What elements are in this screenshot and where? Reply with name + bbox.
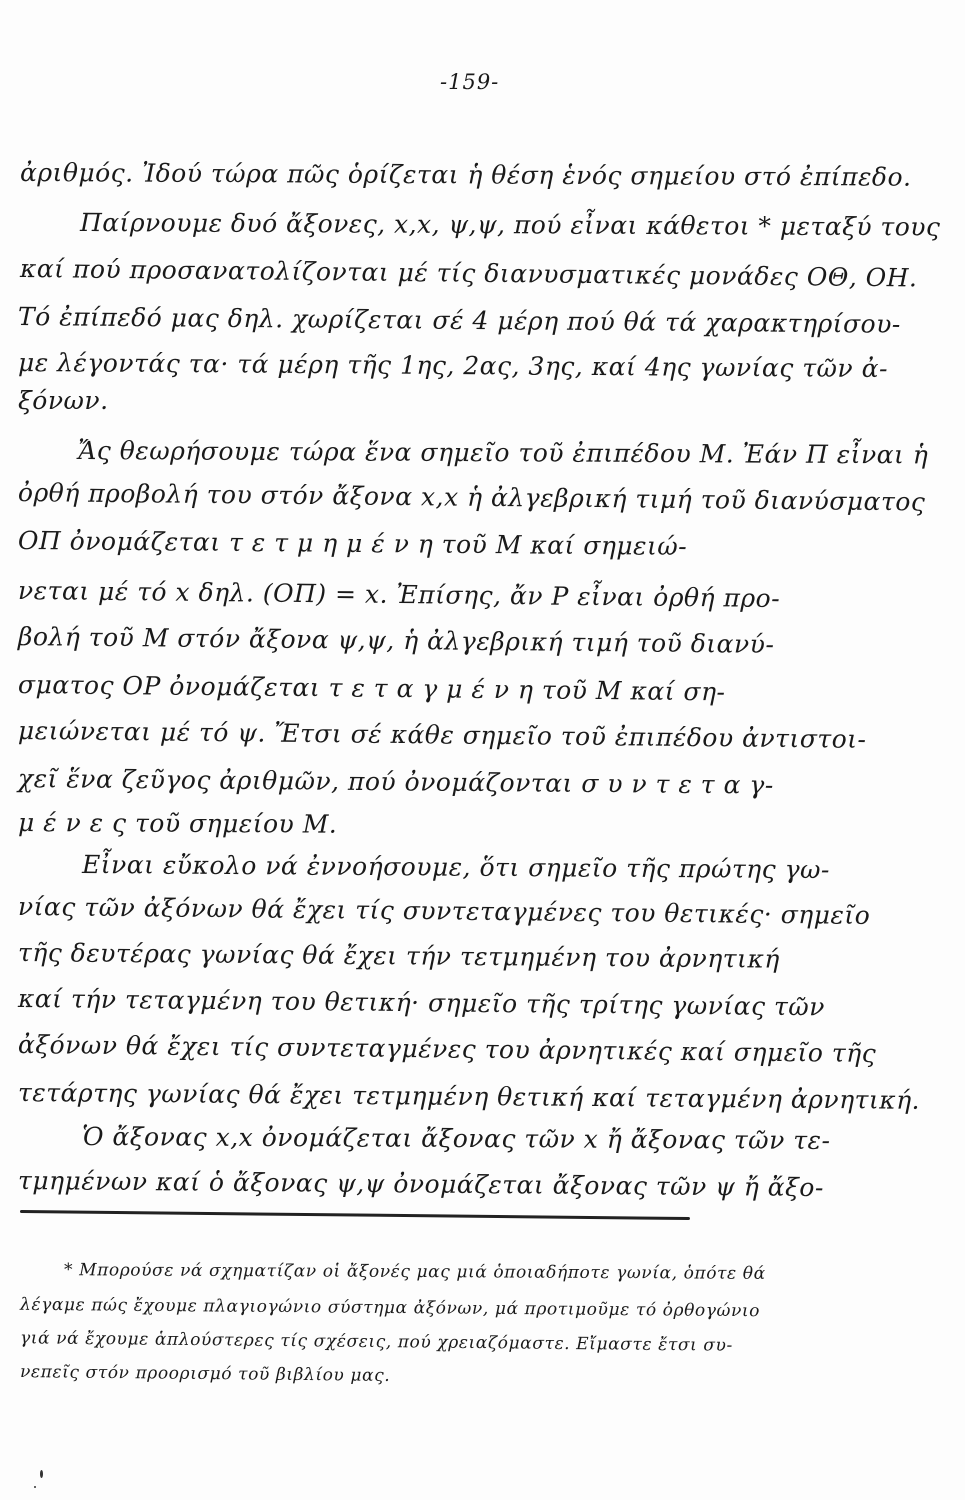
body-line: νίας τῶν ἀξόνων θά ἔχει τίς συντεταγμένες του θετικές· σημεῖο xyxy=(17,892,871,930)
body-line: νεται μέ τό x δηλ. (ΟΠ) = x. Ἐπίσης, ἄν Ρ εἶναι ὀρθή προ- xyxy=(17,576,781,613)
body-line: ξόνων. xyxy=(18,386,109,415)
scan-speck xyxy=(34,1486,36,1488)
body-line: χεῖ ἕνα ζεῦγος ἀριθμῶν, πού ὀνομάζονται σ υ ν τ ε τ α γ- xyxy=(17,764,774,800)
body-line: Παίρνουμε δυό ἄξονες, x,x, ψ,ψ, πού εἶναι κάθετοι * μεταξύ τους xyxy=(79,208,941,242)
body-line: Ὁ ἄξονας x,x ὀνομάζεται ἄξονας τῶν x ἤ ἄξονας τῶν τε- xyxy=(81,1122,831,1155)
body-line: Ἄς θεωρήσουμε τώρα ἕνα σημεῖο τοῦ ἐπιπέδου Μ. Ἐάν Π εἶναι ἡ xyxy=(77,436,929,470)
footnote-line: λέγαμε πώς ἔχουμε πλαγιογώνιο σύστημα ἀξόνων, μά προτιμοῦμε τό ὀρθογώνιο xyxy=(19,1294,761,1322)
footnote-line: γιά νά ἔχουμε ἁπλούστερες τίς σχέσεις, πού χρειαζόμαστε. Εἴμαστε ἔτσι συ- xyxy=(19,1328,733,1356)
body-line: ἀριθμός. Ἰδού τώρα πῶς ὁρίζεται ἡ θέση ἑνός σημείου στό ἐπίπεδο. xyxy=(19,158,912,192)
page-number: -159- xyxy=(440,70,500,94)
body-line: σματος ΟΡ ὀνομάζεται τ ε τ α γ μ έ ν η τοῦ Μ καί ση- xyxy=(17,670,726,707)
footnote-rule xyxy=(20,1210,690,1220)
body-line: τετάρτης γωνίας θά ἔχει τετμημένη θετική καί τεταγμένη ἀρνητική. xyxy=(17,1078,921,1115)
body-line: βολή τοῦ Μ στόν ἄξονα ψ,ψ, ἡ ἀλγεβρική τιμή τοῦ διανύ- xyxy=(17,622,775,659)
body-line: μ έ ν ε ς τοῦ σημείου Μ. xyxy=(17,808,338,839)
body-line: Τό ἐπίπεδό μας δηλ. χωρίζεται σέ 4 μέρη πού θά τά χαρακτηρίσου- xyxy=(17,302,901,339)
body-line: ΟΠ ὀνομάζεται τ ε τ μ η μ έ ν η τοῦ Μ καί σημειώ- xyxy=(17,526,688,561)
scan-speck xyxy=(40,1470,43,1478)
body-line: ἀξόνων θά ἔχει τίς συντεταγμένες του ἀρνητικές καί σημεῖο τῆς xyxy=(17,1030,877,1068)
body-line: τῆς δευτέρας γωνίας θά ἔχει τήν τετμημένη του ἀρνητική xyxy=(17,938,780,974)
body-line: καί τήν τεταγμένη του θετική· σημεῖο τῆς τρίτης γωνίας τῶν xyxy=(17,984,826,1022)
body-line: με λέγοντάς τα· τά μέρη τῆς 1ης, 2ας, 3ης, καί 4ης γωνίας τῶν ἀ- xyxy=(17,348,889,384)
footnote-line: * Μπορούσε νά σχηματίζαν οἱ ἄξονές μας μιά ὁποιαδήποτε γωνία, ὁπότε θά xyxy=(63,1260,766,1284)
body-line: ὀρθή προβολή του στόν ἄξονα x,x ἡ ἀλγεβρική τιμή τοῦ διανύσματος xyxy=(17,478,926,517)
body-line: μειώνεται μέ τό ψ. Ἔτσι σέ κάθε σημεῖο τοῦ ἐπιπέδου ἀντιστοι- xyxy=(17,716,867,754)
body-line: καί πού προσανατολίζονται μέ τίς διανυσματικές μονάδες ΟΘ, ΟΗ. xyxy=(19,254,918,293)
body-line: Εἶναι εὔκολο νά ἐννοήσουμε, ὅτι σημεῖο τῆς πρώτης γω- xyxy=(81,850,831,885)
body-line: τμημένων καί ὁ ἄξονας ψ,ψ ὀνομάζεται ἄξονας τῶν ψ ἤ ἄξο- xyxy=(17,1166,824,1203)
footnote-line: νεπεῖς στόν προορισμό τοῦ βιβλίου μας. xyxy=(19,1362,391,1386)
